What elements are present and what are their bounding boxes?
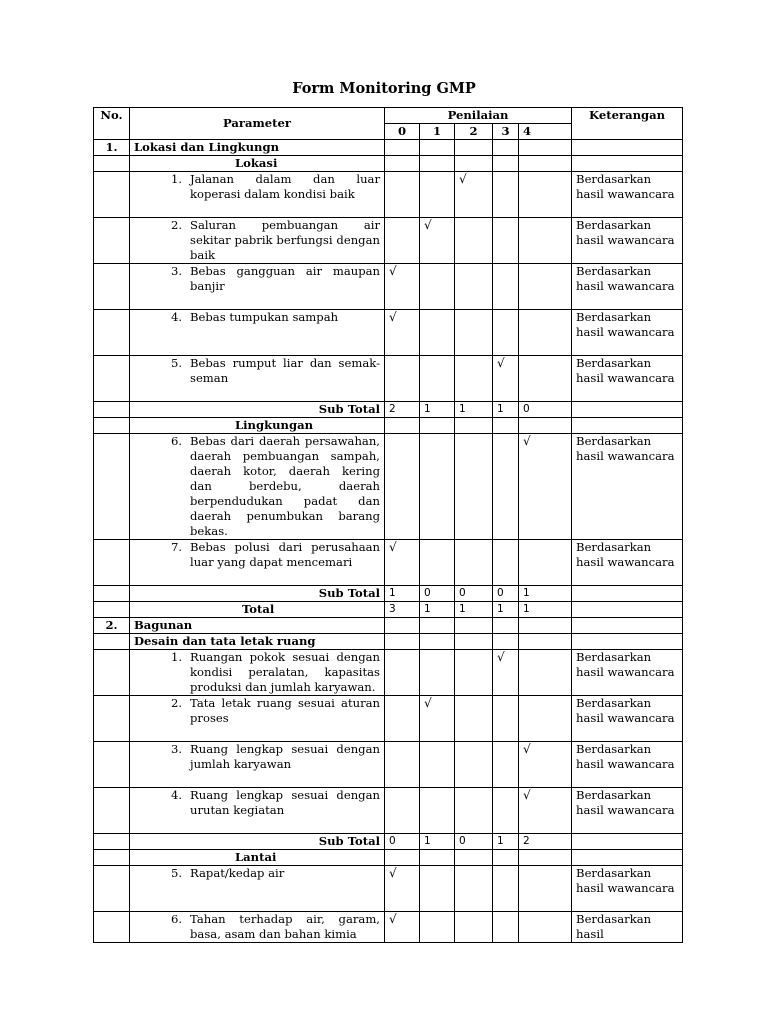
check-mark-icon: √ — [493, 356, 519, 402]
item-parameter — [130, 218, 385, 264]
section-empty-cell — [572, 618, 683, 634]
subsection-empty-cell — [420, 634, 455, 650]
item-parameter — [130, 356, 385, 402]
subsection-empty-cell — [420, 156, 455, 172]
subtotal-value-0: 2 — [385, 402, 420, 418]
total-note-empty — [572, 602, 683, 618]
item-no-cell — [94, 788, 130, 834]
score-cell-1 — [420, 434, 455, 540]
item-text: Saluran pembuangan air sekitar pabrik berfungsi dengan baik — [190, 218, 380, 262]
item-text-wrap — [134, 742, 380, 772]
item-no-cell — [94, 696, 130, 742]
subtotal-value-4: 1 — [519, 586, 572, 602]
item-number: 4. — [170, 788, 182, 802]
section-row — [94, 140, 683, 156]
score-cell-4 — [519, 696, 572, 742]
item-row — [94, 310, 683, 356]
subsection-empty-cell — [94, 850, 130, 866]
score-cell-4 — [519, 650, 572, 696]
item-no-cell — [94, 310, 130, 356]
subsection-row — [94, 850, 683, 866]
score-cell-4 — [519, 172, 572, 218]
subsection-empty-cell — [519, 634, 572, 650]
subsection-empty-cell — [519, 156, 572, 172]
item-row — [94, 866, 683, 912]
check-mark-icon: √ — [385, 540, 420, 586]
section-empty-cell — [572, 140, 683, 156]
item-no-cell — [94, 356, 130, 402]
item-note: Berdasarkan hasil wawancara — [572, 788, 683, 834]
item-text-wrap — [134, 218, 380, 263]
item-no-cell — [94, 866, 130, 912]
subsection-empty-cell — [455, 634, 493, 650]
subtotal-row — [94, 586, 683, 602]
subtotal-empty-cell — [94, 402, 130, 418]
item-parameter — [130, 540, 385, 586]
subsection-empty-cell — [455, 850, 493, 866]
subsection-empty-cell — [385, 156, 420, 172]
item-text: Bebas tumpukan sampah — [190, 310, 339, 324]
item-number: 1. — [170, 650, 182, 664]
score-cell-2 — [455, 742, 493, 788]
item-parameter — [130, 172, 385, 218]
item-note: Berdasarkan hasil wawancara — [572, 650, 683, 696]
header-penilaian: Penilaian — [385, 108, 572, 124]
subtotal-empty-cell — [94, 586, 130, 602]
subtotal-value-4: 2 — [519, 834, 572, 850]
subsection-empty-cell — [572, 850, 683, 866]
subsection-empty-cell — [420, 418, 455, 434]
item-number: 5. — [170, 866, 182, 880]
subsection-empty-cell — [455, 156, 493, 172]
score-cell-3 — [493, 788, 519, 834]
subsection-empty-cell — [519, 418, 572, 434]
item-row — [94, 434, 683, 540]
subtotal-value-2: 0 — [455, 834, 493, 850]
subsection-empty-cell — [94, 156, 130, 172]
score-cell-0 — [385, 356, 420, 402]
total-row — [94, 602, 683, 618]
score-cell-3 — [493, 172, 519, 218]
monitoring-table — [93, 107, 683, 943]
score-cell-4 — [519, 310, 572, 356]
item-text-wrap — [134, 696, 380, 726]
subsection-title: Lingkungan — [130, 418, 385, 434]
item-parameter — [130, 310, 385, 356]
item-note: Berdasarkan hasil wawancara — [572, 310, 683, 356]
check-mark-icon: √ — [385, 866, 420, 912]
subsection-row — [94, 156, 683, 172]
section-title: Lokasi dan Lingkungn — [130, 140, 385, 156]
item-row — [94, 172, 683, 218]
score-cell-3 — [493, 912, 519, 943]
score-cell-4 — [519, 866, 572, 912]
subsection-empty-cell — [385, 418, 420, 434]
item-parameter — [130, 866, 385, 912]
subsection-empty-cell — [493, 634, 519, 650]
item-row — [94, 696, 683, 742]
subsection-row — [94, 418, 683, 434]
item-text: Jalanan dalam dan luar koperasi dalam kondisi baik — [190, 172, 380, 201]
subsection-empty-cell — [493, 418, 519, 434]
check-mark-icon: √ — [420, 218, 455, 264]
section-empty-cell — [420, 140, 455, 156]
item-text: Bebas gangguan air maupan banjir — [190, 264, 380, 293]
subsection-empty-cell — [455, 418, 493, 434]
score-cell-2 — [455, 696, 493, 742]
section-empty-cell — [455, 618, 493, 634]
item-parameter — [130, 742, 385, 788]
score-cell-0 — [385, 172, 420, 218]
subsection-empty-cell — [385, 634, 420, 650]
item-text: Tahan terhadap air, garam, basa, asam dan bahan kimia — [190, 912, 380, 941]
item-note: Berdasarkan hasil wawancara — [572, 264, 683, 310]
item-number: 1. — [170, 172, 182, 186]
section-number: 1. — [94, 140, 130, 156]
check-mark-icon: √ — [385, 310, 420, 356]
header-keterangan: Keterangan — [572, 108, 683, 140]
check-mark-icon: √ — [519, 788, 572, 834]
score-cell-0 — [385, 434, 420, 540]
item-text: Ruang lengkap sesuai dengan jumlah karyawan — [190, 742, 380, 771]
score-cell-4 — [519, 218, 572, 264]
header-row — [94, 108, 683, 124]
subtotal-value-1: 1 — [420, 834, 455, 850]
section-empty-cell — [420, 618, 455, 634]
subtotal-value-3: 1 — [493, 834, 519, 850]
item-text-wrap — [134, 912, 380, 942]
subtotal-value-4: 0 — [519, 402, 572, 418]
item-parameter — [130, 788, 385, 834]
subsection-empty-cell — [420, 850, 455, 866]
total-value-3: 1 — [493, 602, 519, 618]
total-value-2: 1 — [455, 602, 493, 618]
subsection-title: Desain dan tata letak ruang — [130, 634, 385, 650]
subtotal-value-2: 0 — [455, 586, 493, 602]
score-cell-4 — [519, 356, 572, 402]
item-number: 6. — [170, 912, 182, 926]
score-cell-0 — [385, 650, 420, 696]
subsection-title: Lantai — [130, 850, 385, 866]
item-number: 6. — [170, 434, 182, 448]
item-note: Berdasarkan hasil wawancara — [572, 742, 683, 788]
subsection-empty-cell — [94, 634, 130, 650]
subtotal-note-empty — [572, 586, 683, 602]
score-cell-2 — [455, 866, 493, 912]
item-number: 7. — [170, 540, 182, 554]
score-cell-1 — [420, 788, 455, 834]
subtotal-note-empty — [572, 402, 683, 418]
score-cell-2 — [455, 434, 493, 540]
item-text-wrap — [134, 310, 380, 325]
score-cell-0 — [385, 218, 420, 264]
section-empty-cell — [385, 618, 420, 634]
subsection-empty-cell — [385, 850, 420, 866]
item-number: 2. — [170, 696, 182, 710]
score-cell-3 — [493, 696, 519, 742]
score-cell-1 — [420, 912, 455, 943]
section-empty-cell — [455, 140, 493, 156]
score-cell-1 — [420, 742, 455, 788]
section-empty-cell — [493, 618, 519, 634]
subtotal-label: Sub Total — [130, 834, 385, 850]
item-parameter — [130, 696, 385, 742]
item-parameter — [130, 434, 385, 540]
item-number: 4. — [170, 310, 182, 324]
item-row — [94, 218, 683, 264]
score-cell-2 — [455, 218, 493, 264]
subtotal-value-1: 1 — [420, 402, 455, 418]
item-text: Bebas polusi dari perusahaan luar yang dapat mencemari — [190, 540, 380, 569]
check-mark-icon: √ — [385, 264, 420, 310]
subtotal-value-3: 1 — [493, 402, 519, 418]
score-cell-2 — [455, 264, 493, 310]
item-number: 2. — [170, 218, 182, 232]
subsection-empty-cell — [572, 634, 683, 650]
subtotal-empty-cell — [94, 834, 130, 850]
total-value-4: 1 — [519, 602, 572, 618]
header-score-2: 2 — [455, 124, 493, 140]
item-text-wrap — [134, 264, 380, 294]
table-body — [94, 108, 683, 943]
subtotal-value-1: 0 — [420, 586, 455, 602]
item-no-cell — [94, 650, 130, 696]
subtotal-note-empty — [572, 834, 683, 850]
item-no-cell — [94, 218, 130, 264]
item-text: Bebas rumput liar dan semak-seman — [190, 356, 380, 385]
item-row — [94, 356, 683, 402]
section-empty-cell — [519, 618, 572, 634]
section-empty-cell — [385, 140, 420, 156]
score-cell-3 — [493, 434, 519, 540]
score-cell-2 — [455, 310, 493, 356]
item-text-wrap — [134, 650, 380, 695]
item-no-cell — [94, 742, 130, 788]
score-cell-1 — [420, 356, 455, 402]
item-text-wrap — [134, 434, 380, 539]
header-score-3: 3 — [493, 124, 519, 140]
score-cell-4 — [519, 264, 572, 310]
section-row — [94, 618, 683, 634]
subsection-empty-cell — [572, 418, 683, 434]
score-cell-2 — [455, 356, 493, 402]
score-cell-1 — [420, 172, 455, 218]
item-note: Berdasarkan hasil wawancara — [572, 172, 683, 218]
item-text: Bebas dari daerah persawahan, daerah pembuangan sampah, daerah kotor, daerah kering dan berdebu, daerah berpendudukan padat dan daerah penumbukan barang bekas. — [190, 434, 380, 538]
subtotal-value-0: 0 — [385, 834, 420, 850]
item-row — [94, 650, 683, 696]
subsection-row — [94, 634, 683, 650]
item-row — [94, 742, 683, 788]
item-parameter — [130, 912, 385, 943]
score-cell-1 — [420, 540, 455, 586]
subtotal-value-2: 1 — [455, 402, 493, 418]
item-parameter — [130, 264, 385, 310]
score-cell-1 — [420, 264, 455, 310]
subtotal-label: Sub Total — [130, 586, 385, 602]
item-row — [94, 540, 683, 586]
check-mark-icon: √ — [519, 434, 572, 540]
item-text-wrap — [134, 356, 380, 386]
item-text-wrap — [134, 866, 380, 881]
item-no-cell — [94, 540, 130, 586]
check-mark-icon: √ — [455, 172, 493, 218]
item-note: Berdasarkan hasil wawancara — [572, 356, 683, 402]
item-number: 3. — [170, 742, 182, 756]
header-score-4: 4 — [519, 124, 572, 140]
score-cell-2 — [455, 912, 493, 943]
total-empty-cell — [94, 602, 130, 618]
subsection-empty-cell — [94, 418, 130, 434]
item-row — [94, 788, 683, 834]
score-cell-4 — [519, 912, 572, 943]
section-title: Bagunan — [130, 618, 385, 634]
check-mark-icon: √ — [493, 650, 519, 696]
item-text-wrap — [134, 172, 380, 202]
check-mark-icon: √ — [385, 912, 420, 943]
item-text: Rapat/kedap air — [190, 866, 285, 880]
subsection-empty-cell — [519, 850, 572, 866]
score-cell-1 — [420, 650, 455, 696]
header-score-0: 0 — [385, 124, 420, 140]
score-cell-3 — [493, 264, 519, 310]
subtotal-value-3: 0 — [493, 586, 519, 602]
total-label: Total — [130, 602, 385, 618]
subsection-empty-cell — [493, 156, 519, 172]
subsection-empty-cell — [572, 156, 683, 172]
subsection-title: Lokasi — [130, 156, 385, 172]
check-mark-icon: √ — [519, 742, 572, 788]
item-no-cell — [94, 912, 130, 943]
check-mark-icon: √ — [420, 696, 455, 742]
item-note: Berdasarkan hasil — [572, 912, 683, 943]
header-score-1: 1 — [420, 124, 455, 140]
subtotal-row — [94, 402, 683, 418]
item-no-cell — [94, 434, 130, 540]
item-note: Berdasarkan hasil wawancara — [572, 866, 683, 912]
score-cell-3 — [493, 866, 519, 912]
header-no: No. — [94, 108, 130, 140]
item-note: Berdasarkan hasil wawancara — [572, 218, 683, 264]
score-cell-3 — [493, 218, 519, 264]
item-row — [94, 912, 683, 943]
item-no-cell — [94, 264, 130, 310]
item-text: Ruang lengkap sesuai dengan urutan kegiatan — [190, 788, 380, 817]
score-cell-2 — [455, 650, 493, 696]
item-parameter — [130, 650, 385, 696]
total-value-1: 1 — [420, 602, 455, 618]
score-cell-2 — [455, 540, 493, 586]
section-empty-cell — [519, 140, 572, 156]
score-cell-0 — [385, 696, 420, 742]
item-row — [94, 264, 683, 310]
form-title: Form Monitoring GMP — [292, 80, 476, 97]
item-number: 3. — [170, 264, 182, 278]
item-note: Berdasarkan hasil wawancara — [572, 540, 683, 586]
score-cell-1 — [420, 310, 455, 356]
score-cell-0 — [385, 788, 420, 834]
subtotal-value-0: 1 — [385, 586, 420, 602]
subsection-empty-cell — [493, 850, 519, 866]
item-number: 5. — [170, 356, 182, 370]
score-cell-1 — [420, 866, 455, 912]
score-cell-3 — [493, 310, 519, 356]
score-cell-0 — [385, 742, 420, 788]
item-text-wrap — [134, 788, 380, 818]
item-note: Berdasarkan hasil wawancara — [572, 696, 683, 742]
item-text-wrap — [134, 540, 380, 570]
section-number: 2. — [94, 618, 130, 634]
section-empty-cell — [493, 140, 519, 156]
score-cell-3 — [493, 742, 519, 788]
item-text: Tata letak ruang sesuai aturan proses — [190, 696, 380, 725]
total-value-0: 3 — [385, 602, 420, 618]
item-text: Ruangan pokok sesuai dengan kondisi peralatan, kapasitas produksi dan jumlah karyawan. — [190, 650, 380, 694]
item-note: Berdasarkan hasil wawancara — [572, 434, 683, 540]
item-no-cell — [94, 172, 130, 218]
subtotal-row — [94, 834, 683, 850]
score-cell-3 — [493, 540, 519, 586]
subtotal-label: Sub Total — [130, 402, 385, 418]
score-cell-2 — [455, 788, 493, 834]
score-cell-4 — [519, 540, 572, 586]
header-parameter: Parameter — [130, 108, 385, 140]
